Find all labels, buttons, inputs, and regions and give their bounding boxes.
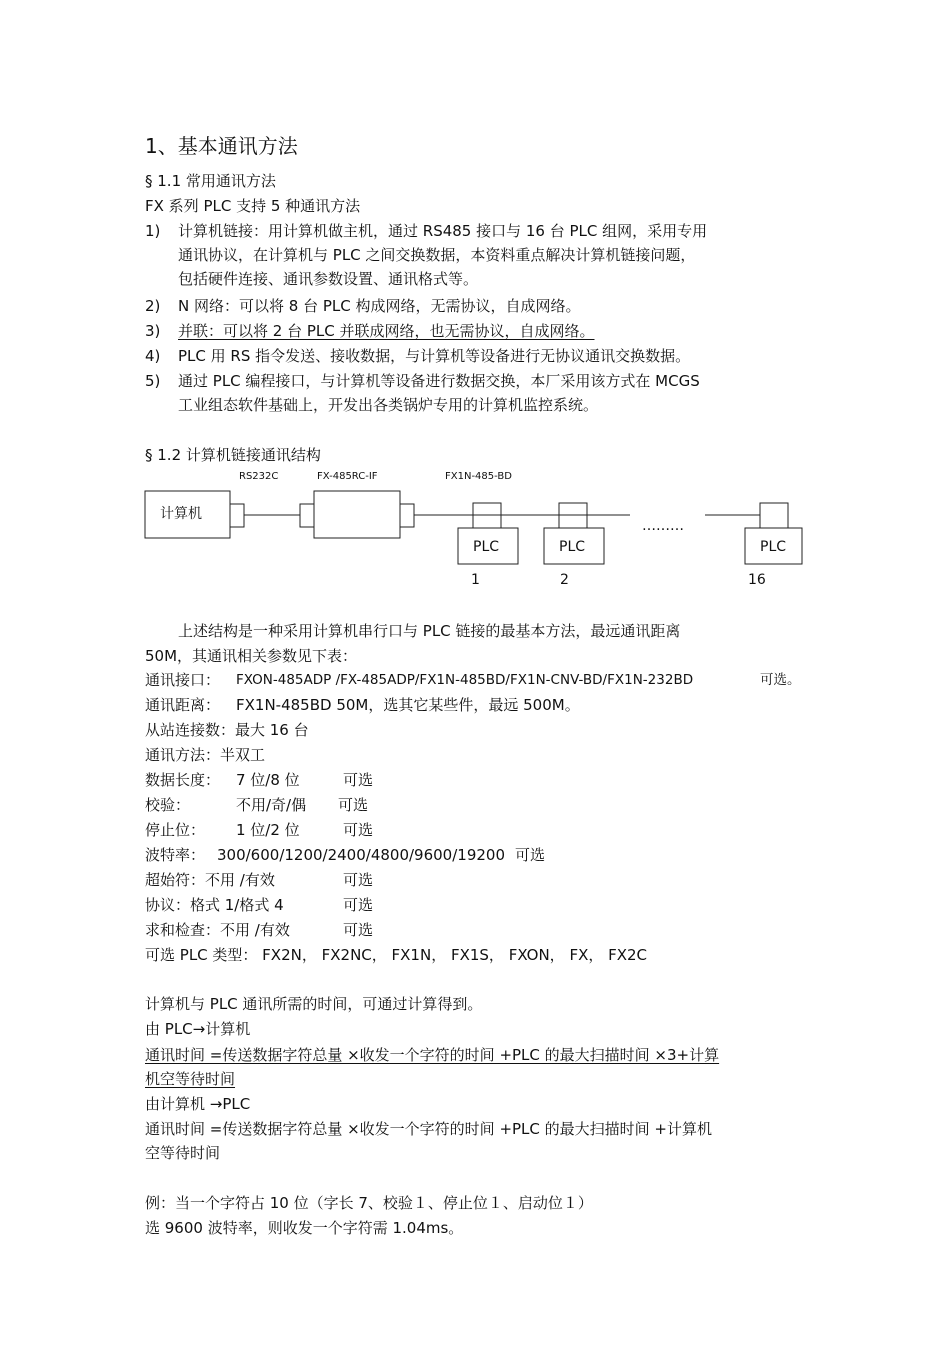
param-line: 通讯方法：半双工 <box>145 746 266 764</box>
plc-label: PLC <box>559 539 586 555</box>
timing-direction: 由计算机 →PLC <box>145 1095 251 1113</box>
computer-label: 计算机 <box>160 506 202 522</box>
param-option: 可选 <box>343 921 374 939</box>
ellipsis: ……… <box>642 518 684 534</box>
paragraph-line: 上述结构是一种采用计算机串行口与 PLC 链接的最基本方法，最远通讯距离 <box>178 622 681 640</box>
timing-formula: 机空等待时间 <box>145 1070 236 1088</box>
list-item-text: 包括硬件连接、通讯参数设置、通讯格式等。 <box>178 270 479 288</box>
list-item-text: PLC 用 RS 指令发送、接收数据，与计算机等设备进行无协议通讯交换数据。 <box>178 347 691 365</box>
param-key: 校验： <box>145 796 191 814</box>
list-item-text: N 网络：可以将 8 台 PLC 构成网络，无需协议，自成网络。 <box>178 297 581 315</box>
section-1-1-intro: FX 系列 PLC 支持 5 种通讯方法 <box>145 197 361 215</box>
list-item-text: 通讯协议，在计算机与 PLC 之间交换数据，本资料重点解决计算机链接问题， <box>178 246 696 264</box>
param-option: 可选 <box>343 821 374 839</box>
list-item-number: 3) <box>145 322 161 340</box>
param-key: 波特率： <box>145 846 206 864</box>
param-value: 300/600/1200/2400/4800/9600/19200 <box>217 846 505 864</box>
timing-formula: 通讯时间 =传送数据字符总量 ×收发一个字符的时间 +PLC 的最大扫描时间 +计算机 <box>145 1120 712 1138</box>
plc-number: 16 <box>748 572 766 588</box>
list-item-number: 4) <box>145 347 161 365</box>
param-value: FXON-485ADP /FX-485ADP/FX1N-485BD/FX1N-CNV-BD/FX1N-232BD <box>236 672 694 688</box>
param-option: 可选 <box>343 771 374 789</box>
page-title: 1、基本通讯方法 <box>145 134 298 158</box>
param-key: 超始符：不用 /有效 <box>145 871 275 889</box>
list-item-text: 并联：可以将 2 台 PLC 并联成网络，也无需协议，自成网络。 <box>178 322 595 340</box>
param-value: FX1N-485BD 50M，选其它某些件，最远 500M。 <box>236 696 580 714</box>
plc-number: 2 <box>560 572 569 588</box>
param-key: 通讯接口： <box>145 671 221 689</box>
converter-port-right <box>400 504 414 527</box>
list-item-number: 1) <box>145 222 161 240</box>
paragraph-line: 50M，其通讯相关参数见下表： <box>145 647 358 665</box>
timing-formula: 空等待时间 <box>145 1144 221 1162</box>
list-item-text: 通过 PLC 编程接口，与计算机等设备进行数据交换，本厂采用该方式在 MCGS <box>178 372 700 390</box>
param-key: 停止位： <box>145 821 206 839</box>
section-1-2-title: § 1.2 计算机链接通讯结构 <box>145 446 321 464</box>
label-fx1n-485-bd: FX1N-485-BD <box>445 471 512 482</box>
timing-formula: 通讯时间 =传送数据字符总量 ×收发一个字符的时间 +PLC 的最大扫描时间 ×3+计算 <box>145 1046 720 1064</box>
list-item-text: 工业组态软件基础上，开发出各类锅炉专用的计算机监控系统。 <box>178 396 599 414</box>
param-option: 可选 <box>338 796 369 814</box>
example-line: 例：当一个字符占 10 位（字长 7、校验１、停止位１、启动位１） <box>145 1194 593 1212</box>
diagram-lines <box>140 468 820 593</box>
param-value: 7 位/8 位 <box>236 771 300 789</box>
param-line: 可选 PLC 类型： FX2N， FX2NC， FX1N， FX1S， FXON， FX， FX2C <box>145 946 648 964</box>
param-option: 可选 <box>343 896 374 914</box>
plc-adapter <box>760 503 788 528</box>
param-line: 从站连接数：最大 16 台 <box>145 721 309 739</box>
label-rs232c: RS232C <box>239 471 279 482</box>
plc-label: PLC <box>473 539 500 555</box>
example-line: 选 9600 波特率，则收发一个字符需 1.04ms。 <box>145 1219 464 1237</box>
param-key: 协议：格式 1/格式 4 <box>145 896 284 914</box>
param-option: 可选 <box>515 846 546 864</box>
param-option: 可选。 <box>760 672 801 688</box>
param-key: 通讯距离： <box>145 696 221 714</box>
computer-port <box>230 504 244 527</box>
param-option: 可选 <box>343 871 374 889</box>
param-key: 数据长度： <box>145 771 221 789</box>
param-key: 求和检查：不用 /有效 <box>145 921 290 939</box>
list-item-number: 5) <box>145 372 161 390</box>
param-value: 不用/奇/偶 <box>236 796 307 814</box>
converter-port-left <box>300 504 314 527</box>
list-item-text: 计算机链接：用计算机做主机，通过 RS485 接口与 16 台 PLC 组网，采用专用 <box>178 222 708 240</box>
plc-label: PLC <box>760 539 787 555</box>
plc-number: 1 <box>471 572 480 588</box>
timing-intro: 计算机与 PLC 通讯所需的时间，可通过计算得到。 <box>145 995 483 1013</box>
network-diagram <box>140 468 820 593</box>
converter-box <box>314 491 400 538</box>
section-1-1-title: § 1.1 常用通讯方法 <box>145 172 276 190</box>
param-value: 1 位/2 位 <box>236 821 300 839</box>
label-fx485rc-if: FX-485RC-IF <box>317 471 378 482</box>
timing-direction: 由 PLC→计算机 <box>145 1020 251 1038</box>
list-item-number: 2) <box>145 297 161 315</box>
